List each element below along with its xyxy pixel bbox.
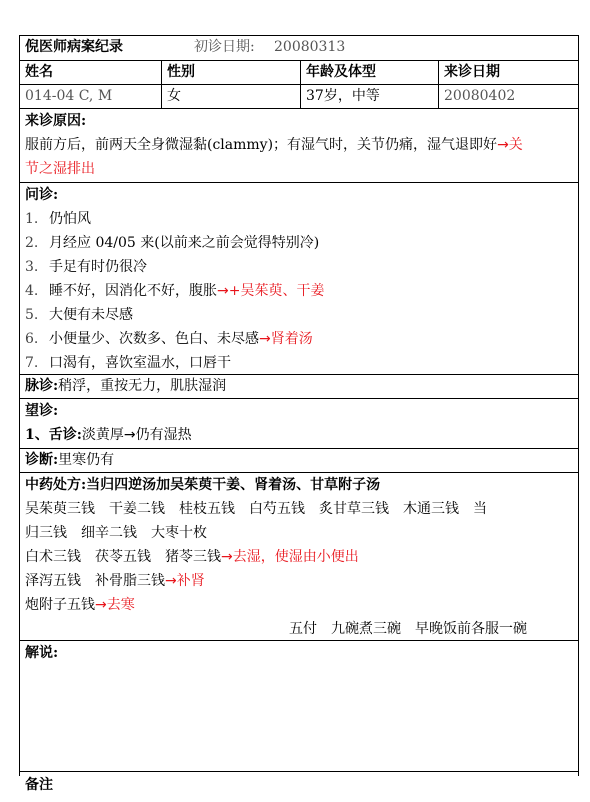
list-item: 6. 小便量少、次数多、色白、未尽感→肾着汤 [25,331,313,347]
first-visit-date-label: 初诊日期: [194,39,255,55]
name-value-cell [20,85,162,108]
remarks-label: 备注 [25,777,53,793]
arrow-icon: → [165,573,177,589]
list-item: 3. 手足有时仍很冷 [25,259,147,275]
prescription-label: 中药处方:当归四逆汤加吴茱萸干姜、肾着汤、甘草附子汤 [25,477,381,493]
explanation-label: 解说: [25,645,59,661]
record-title: 倪医师病案纪录 [25,39,123,55]
observation-section [20,399,578,449]
patient-age-build: 37岁，中等 [306,88,380,104]
prescription-line2: 归三钱 细辛二钱 大枣十枚 [25,525,207,541]
reason-text: 服前方后，前两天全身微湿黏(clammy)；有湿气时，关节仍痛，湿气退即好 [25,137,498,153]
diagnosis-section [20,449,578,473]
reason-note-start: 关 [508,137,523,153]
reason-text-line1 [25,133,523,157]
visit-date-header-cell [438,61,578,84]
tongue-label: 1、舌诊: [25,427,82,443]
name-header-cell [20,61,162,84]
observation-label: 望诊: [25,403,59,419]
pulse-text: 稍浮，重按无力，肌肤湿润 [58,378,227,394]
sex-header-cell [161,61,301,84]
arrow-icon: → [95,597,107,613]
sex-header: 性别 [167,64,195,80]
inquiry-section [20,183,578,375]
name-header: 姓名 [25,64,53,80]
arrow-icon: → [497,137,509,153]
first-visit-date-value: 20080313 [274,39,346,55]
visit-date: 20080402 [444,88,516,104]
prescription-section [20,473,578,641]
prescription-line5: 炮附子五钱→去寒 [25,597,135,613]
diagnosis-label: 诊断: [25,452,59,468]
dosage-instructions: 五付 九碗煮三碗 早晚饭前各服一碗 [289,621,527,637]
diagnosis-text: 里寒仍有 [58,452,115,468]
reason-section [20,109,578,183]
age-header-cell [300,61,439,84]
reason-label: 来诊原因: [25,113,87,129]
prescription-note: 补肾 [176,573,205,589]
prescription-line4: 泽泻五钱 补骨脂三钱→补肾 [25,573,205,589]
pulse-line [25,374,226,398]
pulse-label: 脉诊: [25,378,59,394]
prescription-note: 去寒 [106,597,135,613]
tongue-line [25,423,192,447]
inquiry-note: +吴茱萸、干姜 [228,283,325,299]
visit-date-header: 来诊日期 [444,64,500,80]
list-item: 1. 仍怕风 [25,211,91,227]
visit-date-value-cell [438,85,578,108]
pulse-section [20,375,578,399]
list-item: 5. 大便有未尽感 [25,307,133,323]
list-item: 7. 口渴有，喜饮室温水，口唇干 [25,355,231,371]
reason-note-end: 节之湿排出 [25,161,95,177]
diagnosis-line [25,448,114,472]
header-row [20,36,578,61]
arrow-icon: → [217,283,229,299]
patient-sex: 女 [167,88,181,104]
list-item: 2. 月经应 04/05 来(以前来之前会觉得特别冷) [25,235,320,251]
info-values-row [20,85,578,109]
age-header: 年龄及体型 [306,64,376,80]
tongue-text: 淡黄厚 [81,427,124,443]
remarks-section [20,772,578,802]
info-header-row [20,61,578,85]
list-item: 4. 睡不好，因消化不好，腹胀→+吴茱萸、干姜 [25,283,325,299]
case-record-sheet [19,35,579,793]
inquiry-label: 问诊: [25,187,59,203]
patient-id: 014-04 C, M [25,88,113,104]
explanation-section [20,641,578,772]
age-value-cell [300,85,439,108]
tongue-note: 仍有湿热 [135,427,192,443]
sex-value-cell [161,85,301,108]
prescription-line1: 吴茱萸三钱 干姜二钱 桂枝五钱 白芍五钱 炙甘草三钱 木通三钱 当 [25,501,487,517]
inquiry-note: 肾着汤 [270,331,313,347]
prescription-note: 去湿，使湿由小便出 [232,549,359,565]
arrow-icon: → [123,427,136,443]
arrow-icon: → [259,331,271,347]
arrow-icon: → [221,549,233,565]
prescription-line3: 白术三钱 茯苓五钱 猪苓三钱→去湿，使湿由小便出 [25,549,359,565]
